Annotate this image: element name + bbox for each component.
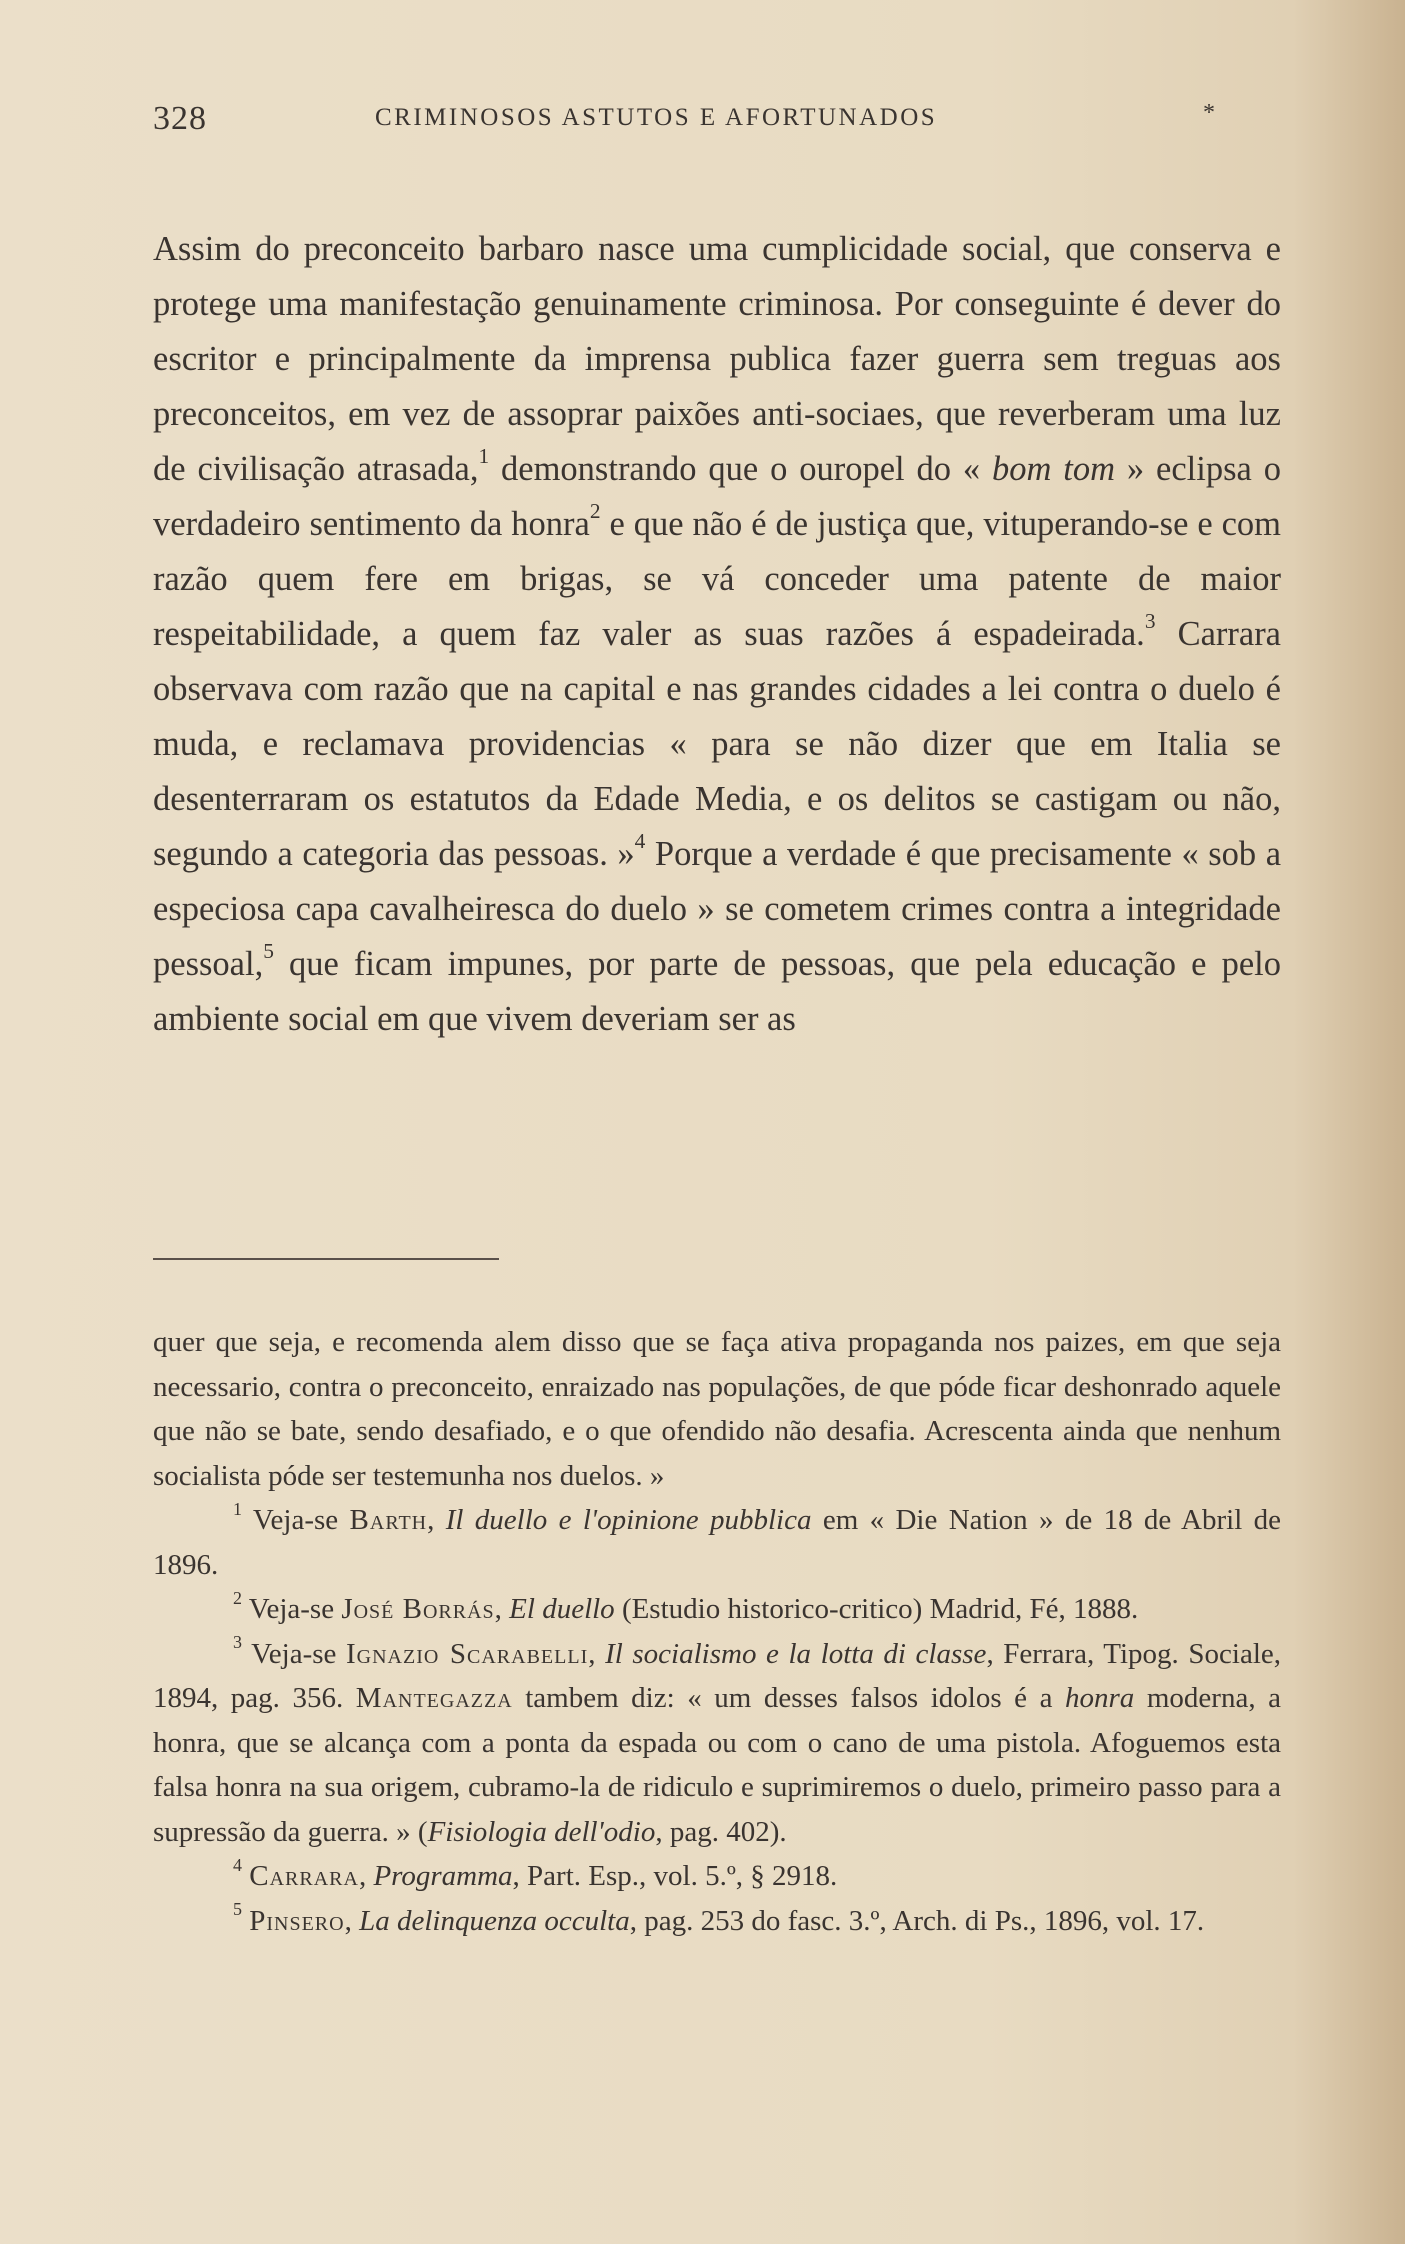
- page-number: 328: [153, 100, 207, 137]
- work-title: Programma: [373, 1860, 513, 1892]
- text-run: » eclipsa o verdadeiro sentimento da honra: [153, 450, 1281, 543]
- footnote-number: 5: [233, 1899, 242, 1920]
- work-title: Fisiologia dell'odio: [427, 1815, 656, 1848]
- printer-mark: *: [1203, 100, 1216, 126]
- running-title: CRIMINOSOS ASTUTOS E AFORTUNADOS: [375, 104, 938, 131]
- footnote-ref-2: 2: [589, 499, 601, 524]
- text-run: que ficam impunes, por parte de pessoas, que pela educação e pelo ambiente social em que vivem deveriam ser as: [153, 945, 1281, 1038]
- work-title: Il socialismo e la lotta di classe: [605, 1637, 987, 1670]
- footnote-1: $^1$ Veja-se Barth, Il duello e l'opinione pubblica em « Die Nation » de 18 de Abril de 1896.: [153, 1498, 1281, 1581]
- text-run: Assim do preconceito barbaro nasce uma cumplicidade social, que conserva e protege uma manifestação genuinamente criminosa. Por conseguinte é dever do escritor e principalmente da imprensa publica fazer guerra sem treguas aos preconceitos, em vez de assoprar paixões anti-sociaes, que reverberam uma luz de civilisação atrasada,: [153, 230, 1281, 488]
- text-run: Carrara observava com razão que na capital e nas grandes cidades a lei contra o duelo é muda, e reclamava providencias « para se não dizer que em Italia se desenterraram os estatutos da Edade Media, e os delitos se castigam ou não, segundo a categoria das pessoas. »: [153, 615, 1281, 873]
- running-header: [153, 100, 1216, 150]
- author-name: Carrara: [249, 1860, 359, 1892]
- footnote-ref-3: 3: [1144, 609, 1156, 634]
- footnote-ref-1: 1: [478, 444, 490, 469]
- footnote-divider: [153, 1258, 499, 1260]
- footnote-ref-5: 5: [263, 939, 274, 964]
- author-name: Mantegazza: [355, 1682, 513, 1714]
- author-name: José Borrás: [341, 1593, 495, 1625]
- footnotes: [153, 1320, 1281, 1943]
- footnote-continuation: quer que seja, e recomenda alem disso que se faça ativa propaganda nos paizes, em que seja necessario, contra o preconceito, enraizado nas populações, de que póde ficar deshonrado aquele que não se bate, sendo desafiado, e o que ofendido não desafia. Acrescenta ainda que nenhum socialista póde ser testemunha nos duelos. »: [153, 1326, 1281, 1492]
- text-run: e que não é de justiça que, vituperando-se e com razão quem fere em brigas, se vá conceder uma patente de maior respeitabilidade, a quem faz valer as suas razões á espadeirada.: [153, 505, 1281, 653]
- footnote-4: $^4$ Carrara, Programma, Part. Esp., vol. 5.º, § 2918.: [233, 1854, 838, 1892]
- footnote-number: 2: [233, 1587, 242, 1608]
- author-name: Ignazio Scarabelli: [346, 1637, 589, 1670]
- main-paragraph: [153, 222, 1281, 1047]
- work-title: El duello: [509, 1593, 615, 1625]
- footnote-number: 3: [233, 1632, 242, 1653]
- footnote-number: 4: [233, 1854, 242, 1875]
- text-run: Porque a verdade é que precisamente « sob a especiosa capa cavalheiresca do duelo » se cometem crimes contra a integridade pessoal,: [153, 835, 1282, 983]
- footnote-5: $^5$ Pinsero, La delinquenza occulta, pag. 253 do fasc. 3.º, Arch. di Ps., 1896, vol. 17.: [233, 1899, 1205, 1937]
- footnote-3: $^3$ Veja-se Ignazio Scarabelli, Il socialismo e la lotta di classe, Ferrara, Tipog. Sociale, 1894, pag. 356. Mantegazza tambem diz: « um desses falsos idolos é a honra moderna, a honra, que se alcança com a ponta da espada ou com o cano de uma pistola. Afoguemos esta falsa honra na sua origem, cubramo-la de ridiculo e suprimiremos o duelo, primeiro passo para a supressão da guerra. » (Fisiologia dell'odio, pag. 402).: [153, 1632, 1282, 1848]
- author-name: Pinsero: [249, 1904, 345, 1937]
- italic-word: honra: [1065, 1682, 1135, 1714]
- footnote-number: 1: [233, 1498, 242, 1519]
- footnote-2: $^2$ Veja-se José Borrás, El duello (Estudio historico-critico) Madrid, Fé, 1888.: [233, 1587, 1139, 1625]
- author-name: Barth: [349, 1504, 428, 1536]
- text-run: demonstrando que o ouropel do «: [489, 450, 992, 488]
- work-title: Il duello e l'opinione pubblica: [445, 1504, 812, 1536]
- main-text: [153, 222, 1281, 1047]
- work-title: La delinquenza occulta: [359, 1904, 630, 1937]
- footnote-ref-4: 4: [634, 829, 646, 854]
- italic-phrase: bom tom: [991, 450, 1116, 488]
